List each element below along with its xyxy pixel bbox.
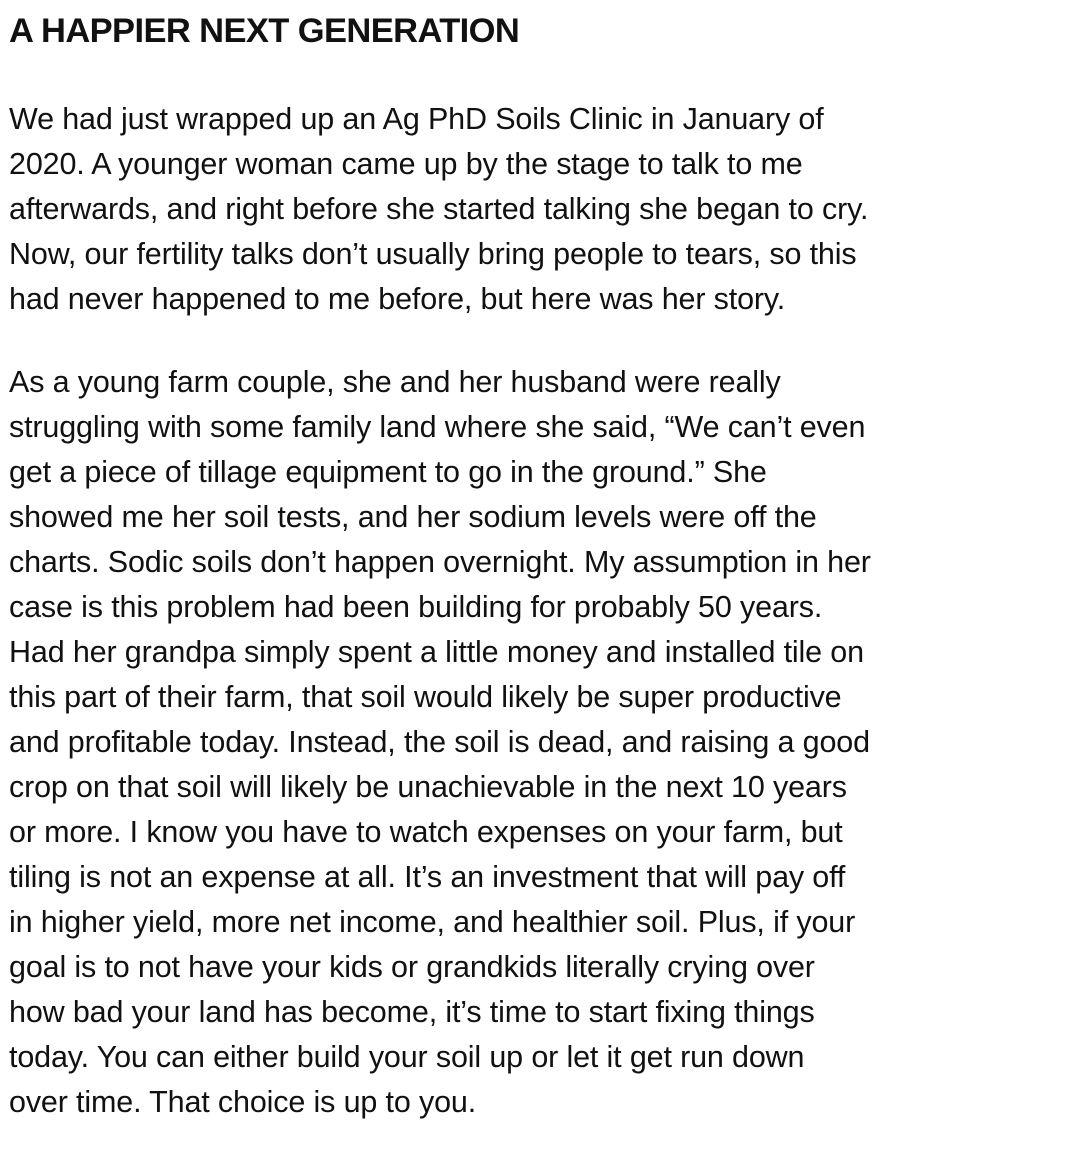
article: [9, 0, 1075, 1125]
paragraph-line: today. You can either build your soil up or let it get run down: [9, 1040, 805, 1074]
paragraph-line: crop on that soil will likely be unachievable in the next 10 years: [9, 770, 847, 804]
article-title: A HAPPIER NEXT GENERATION: [9, 12, 520, 50]
paragraph-line: and profitable today. Instead, the soil is dead, and raising a good: [9, 725, 870, 759]
paragraph-line: We had just wrapped up an Ag PhD Soils Clinic in January of: [9, 102, 824, 136]
paragraph-line: goal is to not have your kids or grandkids literally crying over: [9, 950, 815, 984]
paragraph-line: 2020. A younger woman came up by the stage to talk to me: [9, 147, 803, 181]
paragraph-line: Had her grandpa simply spent a little money and installed tile on: [9, 635, 864, 669]
paragraph-line: this part of their farm, that soil would likely be super productive: [9, 680, 842, 714]
paragraph-line: struggling with some family land where she said, “We can’t even: [9, 410, 866, 444]
paragraph-line: over time. That choice is up to you.: [9, 1085, 477, 1119]
paragraph-line: tiling is not an expense at all. It’s an investment that will pay off: [9, 860, 846, 894]
paragraph-line: charts. Sodic soils don’t happen overnight. My assumption in her: [9, 545, 871, 579]
paragraph-line: in higher yield, more net income, and healthier soil. Plus, if your: [9, 905, 856, 939]
paragraph-1: [9, 97, 1075, 322]
paragraph-line: showed me her soil tests, and her sodium levels were off the: [9, 500, 817, 534]
paragraph-line: Now, our fertility talks don’t usually bring people to tears, so this: [9, 237, 857, 271]
paragraph-line: get a piece of tillage equipment to go in the ground.” She: [9, 455, 767, 489]
paragraph-line: had never happened to me before, but here was her story.: [9, 282, 786, 316]
paragraph-line: how bad your land has become, it’s time to start fixing things: [9, 995, 815, 1029]
paragraph-line: afterwards, and right before she started talking she began to cry.: [9, 192, 869, 226]
paragraph-line: As a young farm couple, she and her husband were really: [9, 365, 781, 399]
paragraph-line: case is this problem had been building for probably 50 years.: [9, 590, 823, 624]
paragraph-2: [9, 360, 1075, 1125]
paragraph-line: or more. I know you have to watch expenses on your farm, but: [9, 815, 843, 849]
